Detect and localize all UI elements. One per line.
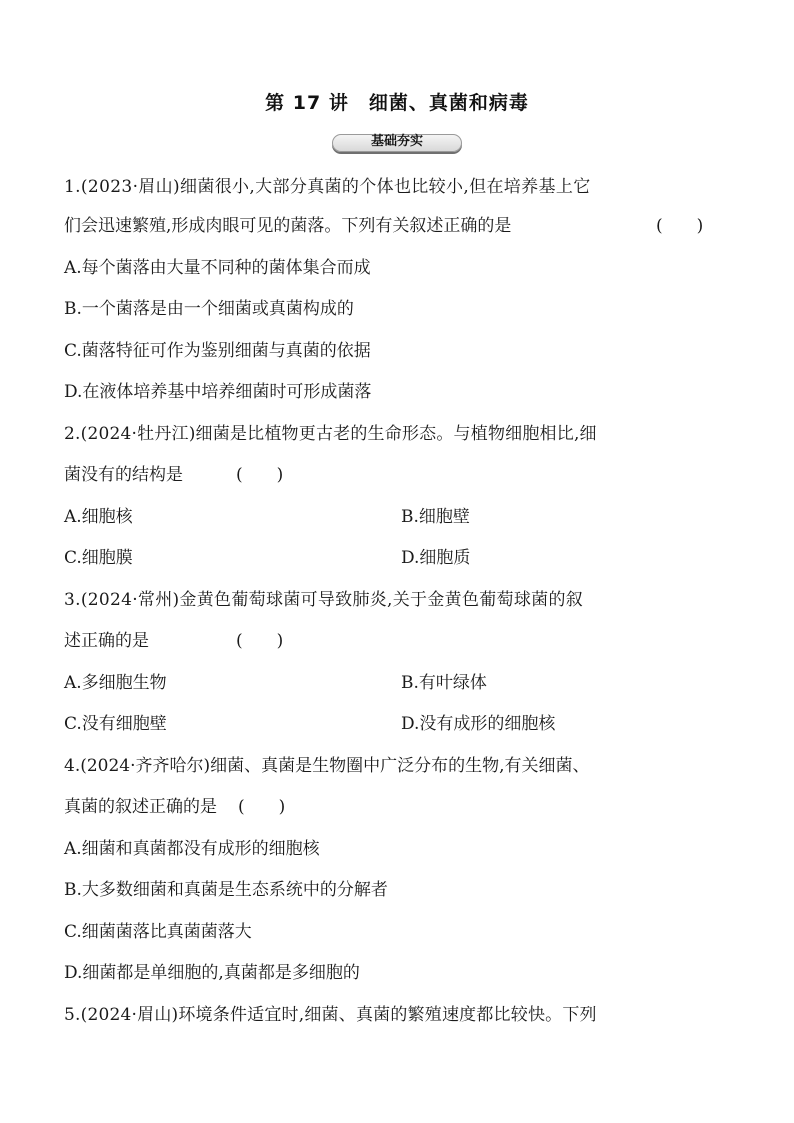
question-4-option-b: B.大多数细菌和真菌是生态系统中的分解者 [64,880,388,900]
question-3-option-a: A.多细胞生物 [64,673,167,693]
question-3-line-2: 述正确的是 [64,631,149,651]
question-4-line-1: 4.(2024·齐齐哈尔)细菌、真菌是生物圈中广泛分布的生物,有关细菌、 [64,756,590,776]
question-4-line-2: 真菌的叙述正确的是 [64,797,217,817]
question-2-option-b: B.细胞壁 [401,507,470,527]
question-3-option-c: C.没有细胞壁 [64,714,167,734]
section-label: 基础夯实 [370,134,423,149]
question-2-line-2: 菌没有的结构是 [64,465,183,485]
section-badge [332,134,460,152]
question-2-option-c: C.细胞膜 [64,548,133,568]
page-title: 第 17 讲 细菌、真菌和病毒 [265,92,529,114]
question-3-option-d: D.没有成形的细胞核 [401,714,556,734]
question-1-line-2: 们会迅速繁殖,形成肉眼可见的菌落。下列有关叙述正确的是 [64,216,512,236]
question-2-option-d: D.细胞质 [401,548,471,568]
question-1-option-b: B.一个菌落是由一个细菌或真菌构成的 [64,299,354,319]
question-2-answer-blank: ( ) [236,465,284,485]
question-1-option-d: D.在液体培养基中培养细菌时可形成菌落 [64,382,372,402]
question-3-answer-blank: ( ) [236,631,284,651]
question-2-option-a: A.细胞核 [64,507,133,527]
question-1-line-1: 1.(2023·眉山)细菌很小,大部分真菌的个体也比较小,但在培养基上它 [64,177,591,197]
question-3-option-b: B.有叶绿体 [401,673,487,693]
question-4-answer-blank: ( ) [238,797,286,817]
question-2-line-1: 2.(2024·牡丹江)细菌是比植物更古老的生命形态。与植物细胞相比,细 [64,424,597,444]
question-5-line-1: 5.(2024·眉山)环境条件适宜时,细菌、真菌的繁殖速度都比较快。下列 [64,1005,597,1025]
question-1-option-c: C.菌落特征可作为鉴别细菌与真菌的依据 [64,341,371,361]
question-4-option-a: A.细菌和真菌都没有成形的细胞核 [64,839,320,859]
question-4-option-c: C.细菌菌落比真菌菌落大 [64,922,252,942]
question-1-answer-blank: ( ) [656,216,704,236]
question-4-option-d: D.细菌都是单细胞的,真菌都是多细胞的 [64,963,360,983]
question-3-line-1: 3.(2024·常州)金黄色葡萄球菌可导致肺炎,关于金黄色葡萄球菌的叙 [64,590,584,610]
question-1-option-a: A.每个菌落由大量不同种的菌体集合而成 [64,258,371,278]
